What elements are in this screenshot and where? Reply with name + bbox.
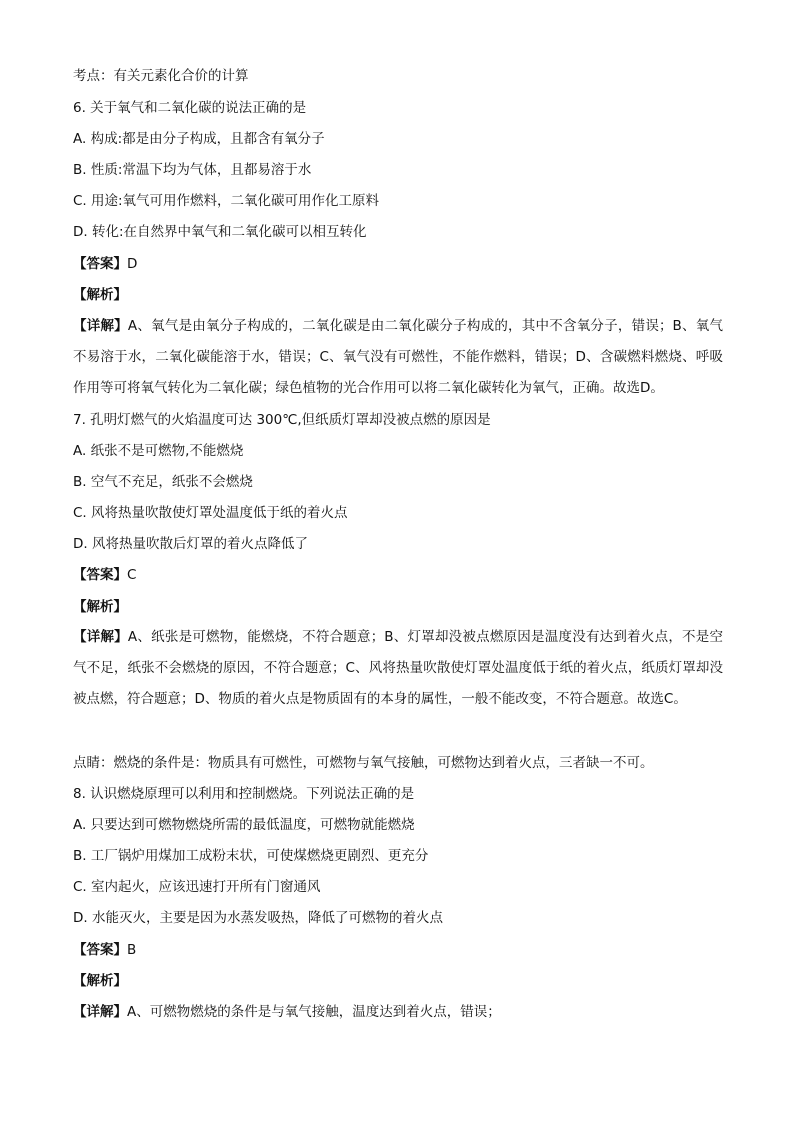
detail-tag: 【详解】 — [73, 318, 128, 334]
q6-option-c: C. 用途:氧气可用作燃料，二氧化碳可用作化工原料 — [73, 193, 380, 209]
answer-value: B — [127, 942, 137, 958]
q7-analysis-tag — [73, 597, 733, 617]
analysis-tag: 【解析】 — [73, 599, 127, 615]
q8-option-c: C. 室内起火，应该迅速打开所有门窗通风 — [73, 879, 321, 895]
detail-text: A、可燃物燃烧的条件是与氧气接触，温度达到着火点，错误； — [127, 1004, 501, 1020]
q7-option-b: B. 空气不充足，纸张不会燃烧 — [73, 474, 253, 490]
q8-analysis-tag — [73, 971, 733, 991]
q8-stem: 8. 认识燃烧原理可以利用和控制燃烧。下列说法正确的是 — [73, 786, 415, 802]
q6-answer — [73, 254, 733, 274]
q8-option-a: A. 只要达到可燃物燃烧所需的最低温度，可燃物就能燃烧 — [73, 817, 415, 833]
q6-analysis-tag — [73, 285, 733, 305]
detail-tag: 【详解】 — [73, 629, 128, 645]
q8-detail — [73, 1002, 733, 1022]
answer-value: D — [127, 256, 138, 272]
q7-tip: 点睛：燃烧的条件是：物质具有可燃性，可燃物与氧气接触，可燃物达到着火点，三者缺一不可。 — [73, 755, 654, 771]
q7-answer — [73, 565, 733, 585]
q6-option-b: B. 性质:常温下均为气体，且都易溶于水 — [73, 162, 312, 178]
answer-tag: 【答案】 — [73, 256, 127, 272]
answer-value: C — [127, 567, 137, 583]
q6-detail — [73, 311, 723, 404]
q8-option-d: D. 水能灭火，主要是因为水蒸发吸热，降低了可燃物的着火点 — [73, 910, 443, 926]
q7-option-d: D. 风将热量吹散后灯罩的着火点降低了 — [73, 536, 308, 552]
kaodian-line: 考点：有关元素化合价的计算 — [73, 68, 249, 84]
q7-stem: 7. 孔明灯燃气的火焰温度可达 300℃,但纸质灯罩却没被点燃的原因是 — [73, 412, 491, 428]
q8-answer — [73, 940, 733, 960]
q7-option-c: C. 风将热量吹散使灯罩处温度低于纸的着火点 — [73, 505, 348, 521]
detail-tag: 【详解】 — [73, 1004, 127, 1020]
detail-text: A、纸张是可燃物，能燃烧，不符合题意；B、灯罩却没被点燃原因是温度没有达到着火点，不是空气不足，纸张不会燃烧的原因，不符合题意；C、风将热量吹散使灯罩处温度低于纸的着火点，纸质灯罩却没被点燃，符合题意；D、物质的着火点是物质固有的本身的属性，一般不能改变，不符合题意。故选C。 — [73, 629, 724, 707]
q7-detail — [73, 622, 723, 715]
answer-tag: 【答案】 — [73, 567, 127, 583]
q8-option-b: B. 工厂锅炉用煤加工成粉末状，可使煤燃烧更剧烈、更充分 — [73, 848, 429, 864]
q7-option-a: A. 纸张不是可燃物,不能燃烧 — [73, 443, 244, 459]
q6-option-a: A. 构成:都是由分子构成，且都含有氧分子 — [73, 131, 325, 147]
answer-tag: 【答案】 — [73, 942, 127, 958]
q6-stem: 6. 关于氧气和二氧化碳的说法正确的是 — [73, 100, 307, 116]
q6-option-d: D. 转化:在自然界中氧气和二氧化碳可以相互转化 — [73, 224, 367, 240]
analysis-tag: 【解析】 — [73, 287, 127, 303]
analysis-tag: 【解析】 — [73, 973, 127, 989]
detail-text: A、氧气是由氧分子构成的，二氧化碳是由二氧化碳分子构成的，其中不含氧分子，错误；B、氧气不易溶于水，二氧化碳能溶于水，错误；C、氧气没有可燃性，不能作燃料，错误；D、含碳燃料燃烧、呼吸作用等可将氧气转化为二氧化碳；绿色植物的光合作用可以将二氧化碳转化为氧气，正确。故选D。 — [73, 318, 724, 396]
